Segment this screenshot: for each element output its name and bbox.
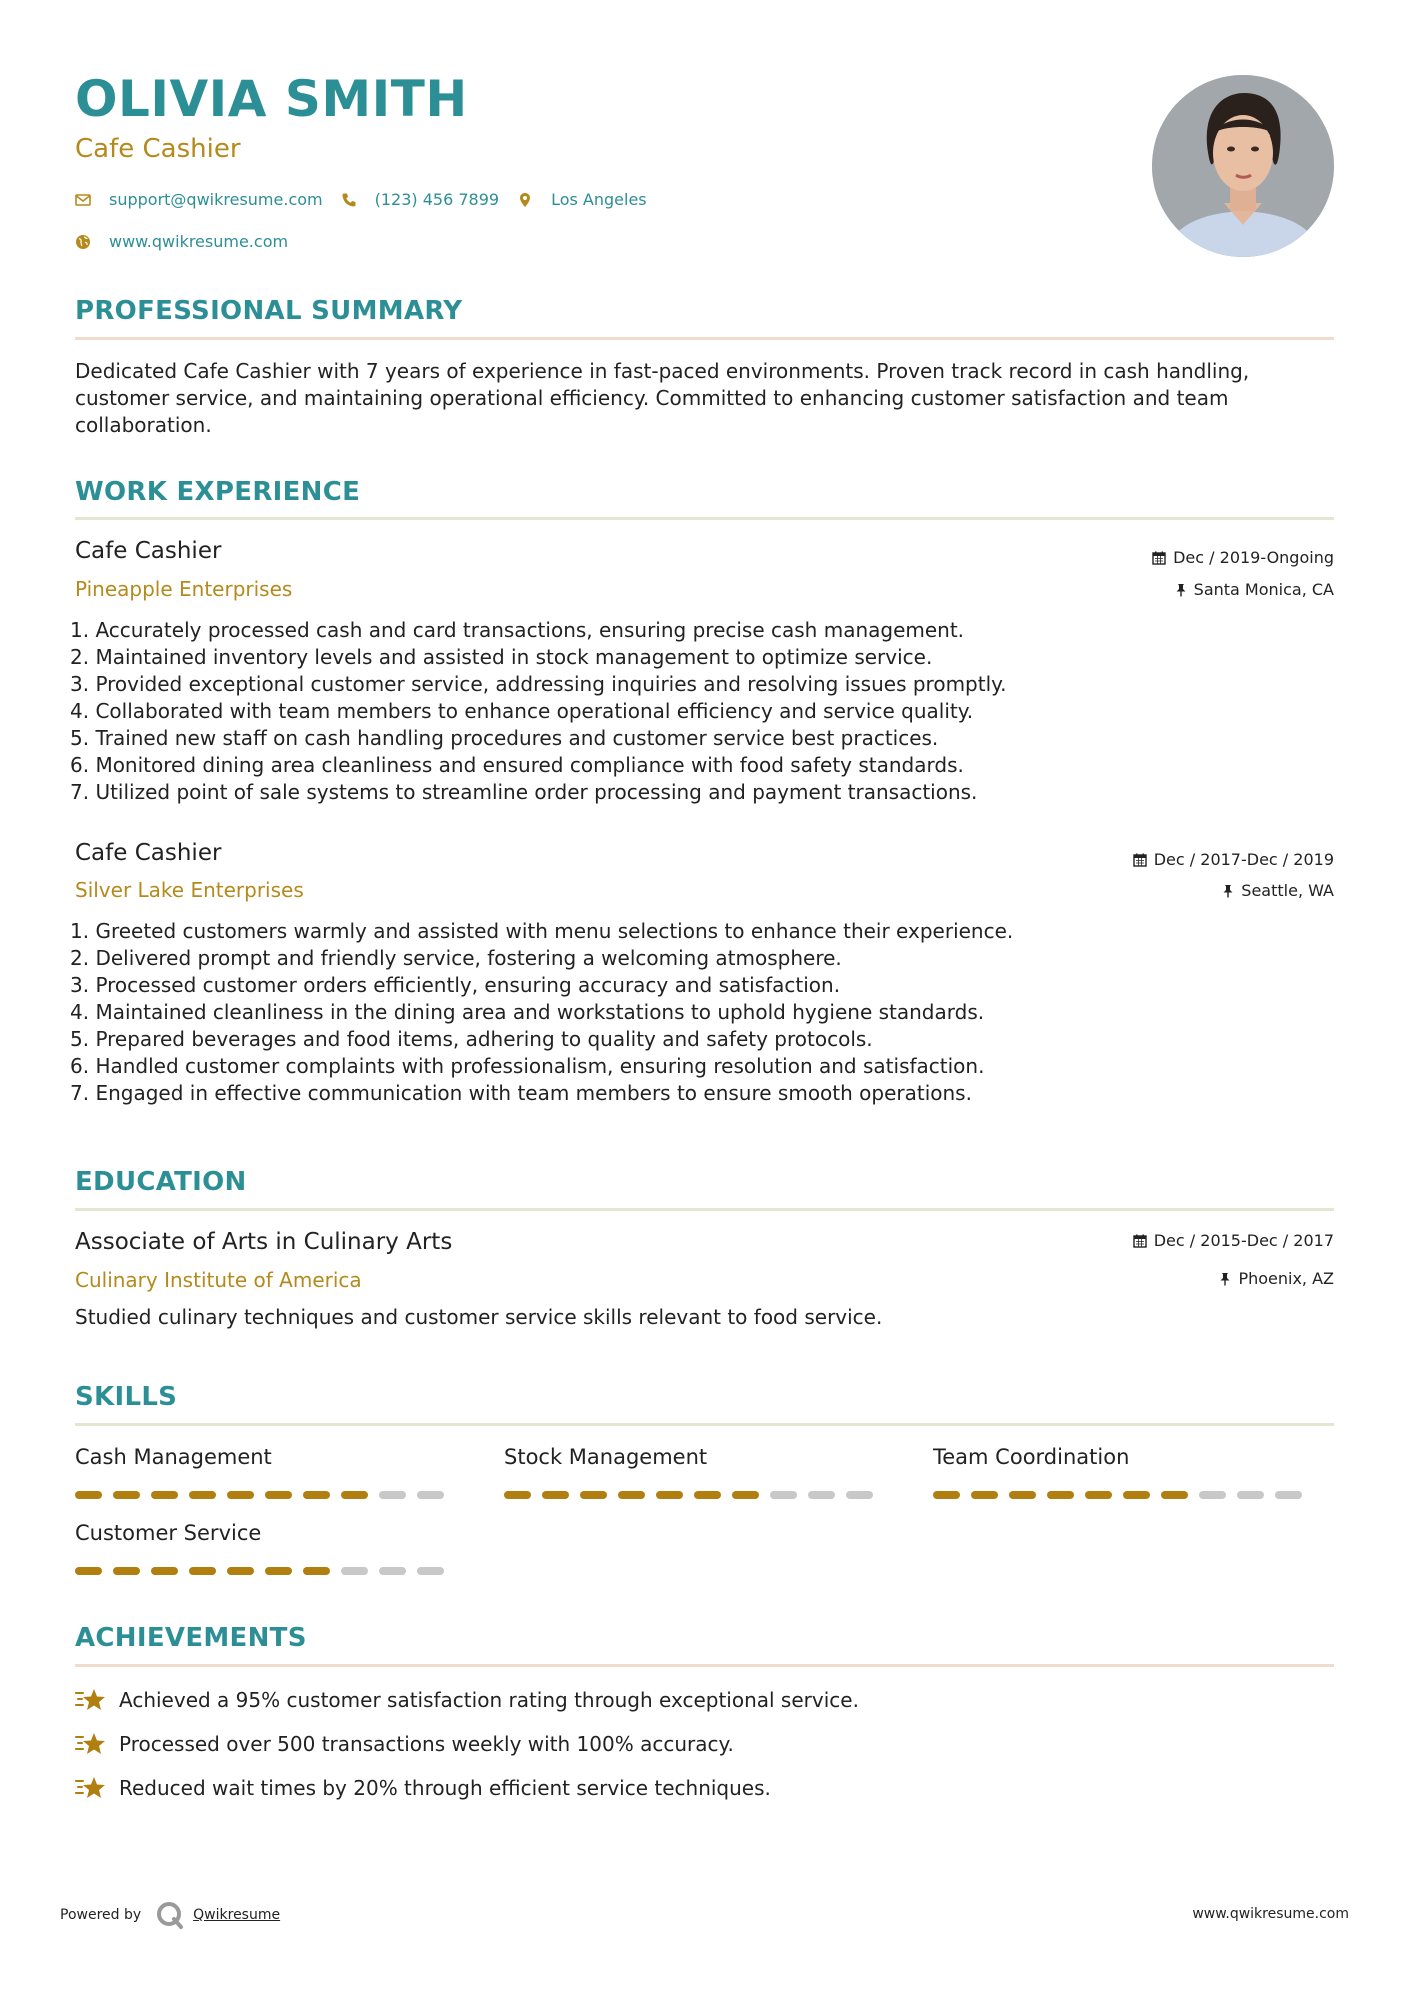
job-dates bbox=[1133, 850, 1334, 869]
section-divider bbox=[75, 1208, 1334, 1211]
contact-email[interactable]: support@qwikresume.com bbox=[109, 190, 323, 209]
summary-heading: PROFESSIONAL SUMMARY bbox=[75, 296, 463, 326]
contact-location: Los Angeles bbox=[551, 190, 647, 209]
pushpin-icon bbox=[1222, 884, 1234, 898]
map-pin-icon bbox=[517, 192, 533, 208]
skill-segment-filled bbox=[971, 1491, 998, 1499]
list-item: 7. Utilized point of sale systems to streamline order processing and payment transactions. bbox=[70, 780, 978, 804]
job-bullet-list bbox=[70, 918, 1013, 1107]
website-row bbox=[75, 232, 306, 251]
footer-brand-link[interactable]: Qwikresume bbox=[193, 1907, 281, 1923]
skill-segment-filled bbox=[694, 1491, 721, 1499]
education-dates bbox=[1133, 1231, 1334, 1250]
list-item: 5. Trained new staff on cash handling procedures and customer service best practices. bbox=[70, 726, 939, 750]
pushpin-icon bbox=[1175, 583, 1187, 597]
list-item: 3. Provided exceptional customer service, addressing inquiries and resolving issues promptly. bbox=[70, 672, 1007, 696]
section-divider bbox=[75, 517, 1334, 520]
achievement-item bbox=[75, 1687, 859, 1713]
skill-segment-filled bbox=[189, 1491, 216, 1499]
footer-website[interactable]: www.qwikresume.com bbox=[1192, 1906, 1349, 1922]
shooting-star-icon bbox=[75, 1687, 107, 1713]
job-company: Silver Lake Enterprises bbox=[75, 878, 304, 902]
education-location bbox=[1219, 1269, 1334, 1288]
achievement-text: Reduced wait times by 20% through efficient service techniques. bbox=[119, 1776, 771, 1800]
skill-name: Customer Service bbox=[75, 1521, 262, 1545]
pushpin-icon bbox=[1219, 1272, 1231, 1286]
skill-segment-filled bbox=[189, 1567, 216, 1575]
skill-name: Stock Management bbox=[504, 1445, 708, 1469]
job-role: Cafe Cashier bbox=[75, 538, 222, 564]
skill-level-bar bbox=[75, 1491, 455, 1499]
footer-powered-by bbox=[60, 1900, 280, 1930]
skill-segment-filled bbox=[151, 1567, 178, 1575]
skill-segment-filled bbox=[303, 1567, 330, 1575]
skill-segment-filled bbox=[265, 1491, 292, 1499]
skill-segment-empty bbox=[770, 1491, 797, 1499]
skill-segment-empty bbox=[846, 1491, 873, 1499]
skill-segment-filled bbox=[227, 1491, 254, 1499]
section-divider bbox=[75, 1664, 1334, 1667]
list-item: 6. Monitored dining area cleanliness and ensured compliance with food safety standards. bbox=[70, 753, 964, 777]
job-role: Cafe Cashier bbox=[75, 840, 222, 866]
list-item: 4. Collaborated with team members to enhance operational efficiency and service quality. bbox=[70, 699, 974, 723]
skill-item bbox=[75, 1445, 455, 1499]
list-item: 6. Handled customer complaints with professionalism, ensuring resolution and satisfaction. bbox=[70, 1054, 985, 1078]
job-company: Pineapple Enterprises bbox=[75, 577, 293, 601]
job-dates-text: Dec / 2017-Dec / 2019 bbox=[1153, 850, 1334, 869]
skill-segment-filled bbox=[1047, 1491, 1074, 1499]
skill-segment-filled bbox=[1085, 1491, 1112, 1499]
list-item: 7. Engaged in effective communication with team members to ensure smooth operations. bbox=[70, 1081, 972, 1105]
skill-segment-filled bbox=[113, 1567, 140, 1575]
skill-level-bar bbox=[75, 1567, 455, 1575]
portrait-image bbox=[1152, 75, 1334, 257]
skill-segment-filled bbox=[227, 1567, 254, 1575]
job-location bbox=[1222, 881, 1334, 900]
skill-segment-filled bbox=[656, 1491, 683, 1499]
skill-segment-filled bbox=[265, 1567, 292, 1575]
shooting-star-icon bbox=[75, 1731, 107, 1757]
skill-segment-filled bbox=[580, 1491, 607, 1499]
job-location bbox=[1175, 580, 1334, 599]
skill-name: Team Coordination bbox=[933, 1445, 1130, 1469]
envelope-icon bbox=[75, 192, 91, 208]
achievement-text: Achieved a 95% customer satisfaction rating through exceptional service. bbox=[119, 1688, 859, 1712]
avatar bbox=[1152, 75, 1334, 257]
contact-row bbox=[75, 190, 665, 209]
skill-segment-filled bbox=[303, 1491, 330, 1499]
skill-name: Cash Management bbox=[75, 1445, 272, 1469]
skill-segment-filled bbox=[504, 1491, 531, 1499]
contact-phone[interactable]: (123) 456 7899 bbox=[374, 190, 500, 209]
skill-item bbox=[933, 1445, 1313, 1499]
achievement-item bbox=[75, 1775, 771, 1801]
education-dates-text: Dec / 2015-Dec / 2017 bbox=[1153, 1231, 1334, 1250]
phone-icon bbox=[341, 192, 357, 208]
list-item: 1. Accurately processed cash and card transactions, ensuring precise cash management. bbox=[70, 618, 965, 642]
list-item: 4. Maintained cleanliness in the dining area and workstations to uphold hygiene standards. bbox=[70, 1000, 985, 1024]
list-item: 3. Processed customer orders efficiently, ensuring accuracy and satisfaction. bbox=[70, 973, 841, 997]
list-item: 2. Delivered prompt and friendly service, fostering a welcoming atmosphere. bbox=[70, 946, 842, 970]
skill-segment-filled bbox=[75, 1567, 102, 1575]
skill-segment-filled bbox=[1123, 1491, 1150, 1499]
skill-item bbox=[75, 1521, 455, 1575]
education-location-text: Phoenix, AZ bbox=[1238, 1269, 1334, 1288]
skill-level-bar bbox=[504, 1491, 884, 1499]
skill-segment-empty bbox=[379, 1567, 406, 1575]
skill-level-bar bbox=[933, 1491, 1313, 1499]
job-location-text: Santa Monica, CA bbox=[1193, 580, 1334, 599]
candidate-name: OLIVIA SMITH bbox=[75, 70, 468, 128]
skill-segment-empty bbox=[417, 1567, 444, 1575]
job-bullet-list bbox=[70, 617, 1007, 806]
contact-website[interactable]: www.qwikresume.com bbox=[109, 232, 289, 251]
skill-segment-filled bbox=[732, 1491, 759, 1499]
achievements-heading: ACHIEVEMENTS bbox=[75, 1623, 307, 1653]
calendar-icon bbox=[1152, 551, 1166, 565]
job-location-text: Seattle, WA bbox=[1241, 881, 1334, 900]
calendar-icon bbox=[1133, 853, 1147, 867]
skill-segment-empty bbox=[417, 1491, 444, 1499]
list-item: 2. Maintained inventory levels and assisted in stock management to optimize service. bbox=[70, 645, 933, 669]
qwikresume-logo-icon bbox=[155, 1900, 185, 1930]
list-item: 5. Prepared beverages and food items, adhering to quality and safety protocols. bbox=[70, 1027, 873, 1051]
skill-segment-filled bbox=[151, 1491, 178, 1499]
skill-segment-empty bbox=[1199, 1491, 1226, 1499]
skill-segment-filled bbox=[1009, 1491, 1036, 1499]
skill-segment-filled bbox=[113, 1491, 140, 1499]
calendar-icon bbox=[1133, 1234, 1147, 1248]
skill-segment-empty bbox=[808, 1491, 835, 1499]
skill-segment-filled bbox=[341, 1491, 368, 1499]
school-name: Culinary Institute of America bbox=[75, 1268, 362, 1292]
skill-segment-empty bbox=[1237, 1491, 1264, 1499]
skill-segment-filled bbox=[542, 1491, 569, 1499]
skill-segment-filled bbox=[1161, 1491, 1188, 1499]
skill-segment-filled bbox=[933, 1491, 960, 1499]
globe-icon bbox=[75, 234, 91, 250]
education-heading: EDUCATION bbox=[75, 1167, 247, 1197]
job-dates-text: Dec / 2019-Ongoing bbox=[1173, 548, 1334, 567]
job-dates bbox=[1152, 548, 1334, 567]
section-divider bbox=[75, 1423, 1334, 1426]
work-heading: WORK EXPERIENCE bbox=[75, 477, 361, 507]
skills-heading: SKILLS bbox=[75, 1382, 178, 1412]
skill-item bbox=[504, 1445, 884, 1499]
powered-by-label: Powered by bbox=[60, 1907, 142, 1923]
education-description: Studied culinary techniques and customer service skills relevant to food service. bbox=[75, 1305, 883, 1329]
skill-segment-empty bbox=[341, 1567, 368, 1575]
skill-segment-filled bbox=[75, 1491, 102, 1499]
list-item: 1. Greeted customers warmly and assisted with menu selections to enhance their experience. bbox=[70, 919, 1014, 943]
skill-segment-empty bbox=[1275, 1491, 1302, 1499]
summary-text: Dedicated Cafe Cashier with 7 years of experience in fast-paced environments. Proven track record in cash handling, customer service, and maintaining operational efficiency. Committed to enhancing customer satisfaction and team collaboration. bbox=[75, 359, 1250, 437]
section-divider bbox=[75, 337, 1334, 340]
skill-segment-empty bbox=[379, 1491, 406, 1499]
shooting-star-icon bbox=[75, 1775, 107, 1801]
skill-segment-filled bbox=[618, 1491, 645, 1499]
achievement-text: Processed over 500 transactions weekly with 100% accuracy. bbox=[119, 1732, 734, 1756]
candidate-title: Cafe Cashier bbox=[75, 134, 241, 164]
achievement-item bbox=[75, 1731, 734, 1757]
degree-title: Associate of Arts in Culinary Arts bbox=[75, 1229, 453, 1255]
